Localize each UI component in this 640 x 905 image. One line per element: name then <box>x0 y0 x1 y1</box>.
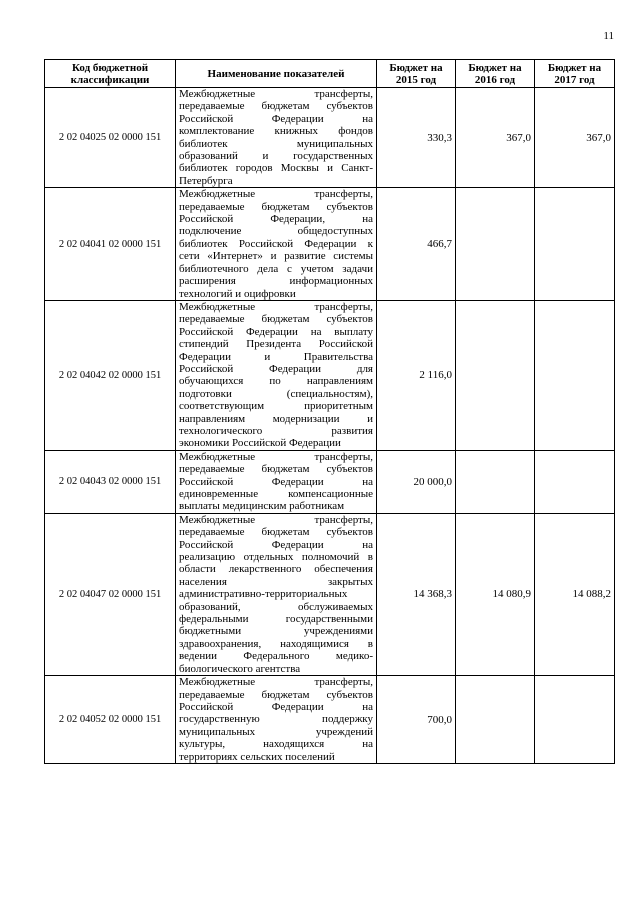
indicator-name-line: Федерации и Правительства <box>179 350 373 363</box>
indicator-name-line: образований, обслуживаемых <box>179 600 373 613</box>
indicator-name-line: бюджетными учреждениями <box>179 625 373 638</box>
indicator-name-line: здравоохранения, находящимися в <box>179 637 373 650</box>
indicator-name-line: экономики Российской Федерации <box>179 437 341 450</box>
indicator-name-cell <box>176 300 377 450</box>
indicator-name-line: комплектование книжных фондов <box>179 125 373 138</box>
indicator-name-line: Межбюджетные трансферты, <box>179 513 373 526</box>
budget-table <box>44 59 615 764</box>
table-row <box>45 300 615 450</box>
indicator-name-line: реализацию отдельных полномочий в <box>179 551 373 564</box>
indicator-name-line: федеральными государственными <box>179 613 373 626</box>
table-row <box>45 513 615 675</box>
budget-2015-cell: 2 116,0 <box>377 300 456 450</box>
budget-code-cell: 2 02 04043 02 0000 151 <box>45 450 176 513</box>
indicator-name-line: территориях сельских поселений <box>179 750 335 763</box>
indicator-name-line: единовременные компенсационные <box>179 488 373 500</box>
indicator-name-cell <box>176 88 377 188</box>
indicator-name-cell <box>176 450 377 513</box>
indicator-name-line: стипендий Президента Российской <box>179 338 373 351</box>
indicator-name-line: Российской Федерации для <box>179 362 373 375</box>
indicator-name-line: библиотечного дела с учетом задачи <box>179 262 373 275</box>
table-row <box>45 676 615 764</box>
indicator-name-line: Межбюджетные трансферты, <box>179 300 373 313</box>
indicator-name-line: соответствующим приоритетным <box>179 400 373 413</box>
budget-2017-cell <box>535 188 615 301</box>
budget-code-cell: 2 02 04041 02 0000 151 <box>45 188 176 301</box>
budget-2015-cell: 466,7 <box>377 188 456 301</box>
indicator-name-line: области лекарственного обеспечения <box>179 563 373 576</box>
indicator-name-line: подготовки (специальностям), <box>179 387 373 400</box>
indicator-name-line: Петербурга <box>179 174 233 187</box>
indicator-name-line: Межбюджетные трансферты, <box>179 676 373 689</box>
budget-2017-cell <box>535 300 615 450</box>
table-row <box>45 88 615 188</box>
budget-code-cell: 2 02 04042 02 0000 151 <box>45 300 176 450</box>
budget-code-cell: 2 02 04025 02 0000 151 <box>45 88 176 188</box>
indicator-name-line: Межбюджетные трансферты, <box>179 450 373 463</box>
indicator-name-line: административно-территориальных <box>179 588 348 601</box>
header-budget-2016: Бюджет на 2016 год <box>456 60 535 88</box>
indicator-name-line: Российской Федерации на <box>179 112 373 125</box>
table-header-row <box>45 60 615 88</box>
budget-2016-cell <box>456 188 535 301</box>
indicator-name-line: передаваемые бюджетам субъектов <box>179 526 373 539</box>
budget-2017-cell: 367,0 <box>535 88 615 188</box>
table-body <box>45 88 615 764</box>
budget-2017-cell: 14 088,2 <box>535 513 615 675</box>
budget-2015-cell: 14 368,3 <box>377 513 456 675</box>
indicator-name-line: подключение общедоступных <box>179 225 373 238</box>
indicator-name-line: Российской Федерации на выплату <box>179 325 373 338</box>
indicator-name-line: Межбюджетные трансферты, <box>179 188 373 201</box>
indicator-name-line: государственную поддержку <box>179 713 373 726</box>
budget-2015-cell: 700,0 <box>377 676 456 764</box>
indicator-name-line: Межбюджетные трансферты, <box>179 88 373 100</box>
indicator-name-line: обучающихся по направлениям <box>179 375 373 388</box>
header-code: Код бюджетной классификации <box>45 60 176 88</box>
indicator-name-line: библиотек Российской Федерации к <box>179 237 373 250</box>
budget-2016-cell <box>456 676 535 764</box>
indicator-name-line: технологического развития <box>179 424 373 437</box>
indicator-name-line: культуры, находящихся на <box>179 738 373 751</box>
indicator-name-line: Российской Федерации на <box>179 475 373 488</box>
header-budget-2017: Бюджет на 2017 год <box>535 60 615 88</box>
indicator-name-line: образований и государственных <box>179 150 373 163</box>
budget-2016-cell <box>456 450 535 513</box>
indicator-name-line: передаваемые бюджетам субъектов <box>179 200 373 213</box>
indicator-name-line: передаваемые бюджетам субъектов <box>179 463 373 476</box>
indicator-name-line: ведении Федерального медико- <box>179 650 373 663</box>
indicator-name-line: библиотек муниципальных <box>179 137 373 150</box>
indicator-name-cell <box>176 513 377 675</box>
budget-2017-cell <box>535 450 615 513</box>
indicator-name-line: библиотек городов Москвы и Санкт- <box>179 162 373 175</box>
header-name: Наименование показателей <box>176 60 377 88</box>
page-number: 11 <box>603 30 614 42</box>
indicator-name-line: населения закрытых <box>179 575 373 588</box>
indicator-name-line: направлениям модернизации и <box>179 412 373 425</box>
header-budget-2015: Бюджет на 2015 год <box>377 60 456 88</box>
indicator-name-line: биологического агентства <box>179 662 301 675</box>
budget-2015-cell: 330,3 <box>377 88 456 188</box>
indicator-name-line: расширения информационных <box>179 275 373 288</box>
budget-2016-cell <box>456 300 535 450</box>
budget-2015-cell: 20 000,0 <box>377 450 456 513</box>
budget-2017-cell <box>535 676 615 764</box>
budget-code-cell: 2 02 04047 02 0000 151 <box>45 513 176 675</box>
indicator-name-line: Российской Федерации на <box>179 700 373 713</box>
indicator-name-line: Российской Федерации, на <box>179 213 373 226</box>
table-row <box>45 450 615 513</box>
indicator-name-line: передаваемые бюджетам субъектов <box>179 313 373 326</box>
budget-2016-cell: 367,0 <box>456 88 535 188</box>
indicator-name-line: передаваемые бюджетам субъектов <box>179 688 373 701</box>
indicator-name-cell <box>176 676 377 764</box>
indicator-name-line: технологий и оцифровки <box>179 287 296 300</box>
indicator-name-line: муниципальных учреждений <box>179 725 373 738</box>
indicator-name-line: сети «Интернет» и развитие системы <box>179 250 373 263</box>
indicator-name-cell <box>176 188 377 301</box>
budget-code-cell: 2 02 04052 02 0000 151 <box>45 676 176 764</box>
budget-2016-cell: 14 080,9 <box>456 513 535 675</box>
table-row <box>45 188 615 301</box>
indicator-name-line: выплаты медицинским работникам <box>179 500 345 513</box>
indicator-name-line: Российской Федерации на <box>179 538 373 551</box>
indicator-name-line: передаваемые бюджетам субъектов <box>179 100 373 113</box>
